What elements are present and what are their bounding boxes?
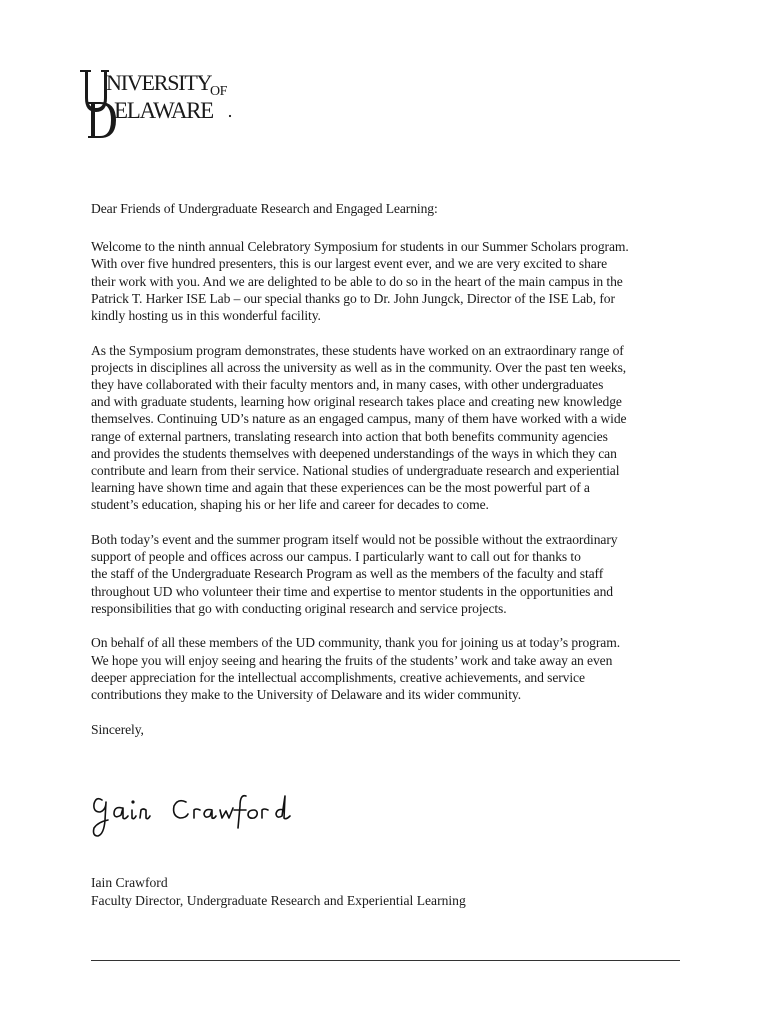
closing: Sincerely, [91, 721, 144, 737]
signer-block [91, 874, 466, 909]
svg-text:ELAWARE: ELAWARE [114, 98, 213, 123]
handwritten-signature [88, 786, 318, 848]
signer-name: Iain Crawford [91, 875, 168, 890]
svg-text:OF: OF [210, 84, 227, 99]
paragraph-symposium: As the Symposium program demonstrates, these students have worked on an extraordinary range of projects in disciplines all across the university as well as in the community. Over the past ten weeks, they have collaborated with their faculty mentors and, in many cases, with other undergraduates and with graduate students, learning how original research takes place and creating new knowledge themselves. Continuing UD’s nature as an engaged campus, many of them have worked with a wide range of external partners, translating research into action that both benefits community agencies and provides the students themselves with deepened understandings of the ways in which they can contribute and learn from their service. National studies of undergraduate research and experiential learning have shown time and again that these experiences can be the most powerful part of a student’s education, shaping his or her life and career for decades to come. [91, 342, 627, 513]
university-of-delaware-logo [78, 68, 248, 140]
paragraph-closing-remarks: On behalf of all these members of the UD community, thank you for joining us at today’s program. We hope you will enjoy seeing and hearing the fruits of the students’ work and take away an even deeper appreciation for the intellectual accomplishments, creative achievements, and service contributions they make to the University of Delaware and its wider community. [91, 635, 620, 703]
salutation: Dear Friends of Undergraduate Research and Engaged Learning: [91, 201, 438, 216]
paragraph-thanks: Both today’s event and the summer program itself would not be possible without the extraordinary support of people and offices across our campus. I particularly want to call out for thanks to the staff of the Undergraduate Research Program as well as the members of the faculty and staff throughout UD who volunteer their time and expertise to mentor students in the opportunities and responsibilities that go with conducting original research and service projects. [91, 532, 618, 616]
letter-body [91, 200, 671, 738]
paragraph-welcome: Welcome to the ninth annual Celebratory Symposium for students in our Summer Scholars program. With over five hundred presenters, this is our largest event ever, and we are very excited to share their work with you. And we are delighted to be able to do so in the heart of the main campus in the Patrick T. Harker ISE Lab – our special thanks go to Dr. John Jungck, Director of the ISE Lab, for kindly hosting us in this wonderful facility. [91, 239, 629, 324]
footer-divider [91, 960, 680, 961]
signer-title: Faculty Director, Undergraduate Research and Experiential Learning [91, 892, 466, 908]
svg-text:NIVERSITY: NIVERSITY [106, 70, 212, 95]
